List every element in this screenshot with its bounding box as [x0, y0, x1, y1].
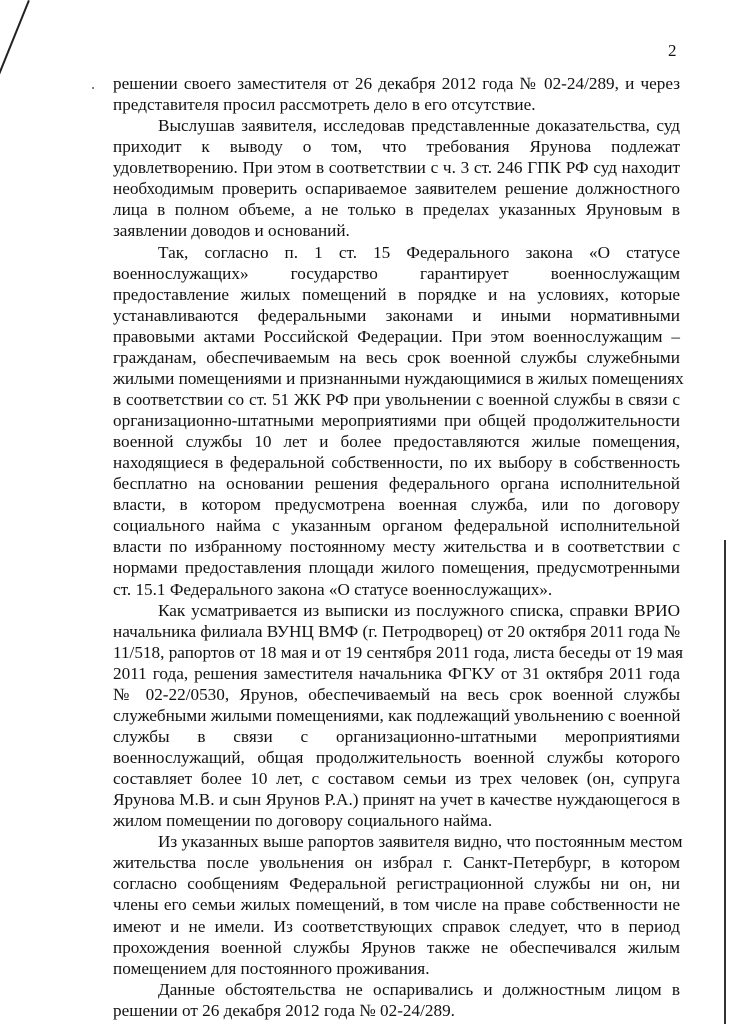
text-line: решении от 26 декабря 2012 года № 02-24/289.	[113, 1000, 455, 1020]
text-line: № 02-22/0530, Ярунов, обеспечиваемый на весь срок военной службы	[113, 684, 680, 704]
text-line: предоставление жилых помещений в порядке и на условиях, которые	[113, 284, 680, 304]
text-line: Выслушав заявителя, исследовав представленные доказательства, суд	[158, 116, 680, 136]
text-line: представителя просил рассмотреть дело в его отсутствие.	[113, 95, 536, 115]
text-line: жилом помещении по договору социального найма.	[113, 811, 493, 831]
paragraph	[113, 600, 684, 832]
text-line: военной службы 10 лет и более предоставляются жилые помещения,	[113, 432, 680, 452]
text-line: прохождения военной службы Ярунов также не обеспечивался жилым	[113, 937, 680, 957]
text-line: организационно-штатными мероприятиями при общей продолжительности	[113, 411, 680, 430]
text-line: власти, в котором предусмотрена военная служба, или по договору	[113, 495, 680, 515]
text-line: лица в полном объеме, а не только в пределах указанных Яруновым в	[113, 200, 680, 220]
text-line: жилыми помещениями и признанными нуждающимися в жилых помещениях	[113, 368, 684, 388]
paragraph	[113, 831, 683, 978]
text-line: в соответствии со ст. 51 ЖК РФ при увольнении с военной службы в связи с	[113, 389, 680, 409]
text-line: Из указанных выше рапортов заявителя видно, что постоянным местом	[158, 832, 683, 852]
text-line: Ярунова М.В. и сын Ярунов Р.А.) принят на учет в качестве нуждающегося в	[113, 790, 680, 810]
text-line: социального найма с указанным органом федеральной исполнительной	[113, 516, 680, 536]
text-line: военнослужащий, общая продолжительность военной службы которого	[113, 748, 680, 767]
text-line: решении своего заместителя от 26 декабря 2012 года № 02-24/289, и через	[113, 74, 680, 93]
paragraph	[113, 242, 684, 600]
text-line: Так, согласно п. 1 ст. 15 Федерального закона «О статусе	[158, 242, 680, 262]
text-line: согласно сообщениям Федеральной регистрационной службы ни он, ни	[113, 874, 680, 894]
text-line: нормами предоставления площади жилого помещения, предусмотренными	[113, 558, 680, 578]
document-body	[113, 73, 684, 1021]
text-line: 2011 года, решения заместителя начальника ФГКУ от 31 октября 2011 года	[113, 663, 680, 683]
text-line: гражданам, обеспечиваемым на весь срок военной службы служебными	[113, 347, 680, 367]
text-line: члены его семьи жилых помещений, в том числе на праве собственности не	[113, 895, 680, 915]
paragraph	[113, 979, 680, 1021]
text-line: ст. 15.1 Федерального закона «О статусе военнослужащих».	[113, 579, 553, 599]
page-number: 2	[668, 41, 677, 60]
text-line: начальника филиала ВУНЦ ВМФ (г. Петродворец) от 20 октября 2011 года №	[113, 621, 681, 641]
scan-margin-mark	[0, 0, 30, 77]
text-line: устанавливаются федеральными законами и иными нормативными	[113, 305, 680, 325]
text-line: необходимым проверить оспариваемое заявителем решение должностного	[113, 179, 680, 199]
scan-page-edge	[724, 540, 726, 1024]
text-line: заявлении доводов и оснований.	[113, 221, 350, 241]
text-line: Как усматривается из выписки из послужного списка, справки ВРИО	[158, 600, 680, 620]
text-line: имеют и не имели. Из соответствующих справок следует, что в период	[113, 916, 680, 936]
text-line: удовлетворению. При этом в соответствии с ч. 3 ст. 246 ГПК РФ суд находит	[113, 158, 680, 178]
text-line: находящиеся в федеральной собственности, по их выбору в собственность	[113, 453, 680, 473]
text-line: 11/518, рапортов от 18 мая и от 19 сентября 2011 года, листа беседы от 19 мая	[113, 642, 684, 662]
text-line: правовыми актами Российской Федерации. При этом военнослужащим –	[113, 326, 680, 346]
text-line: служебными жилыми помещениями, как подлежащий увольнению с военной	[113, 705, 681, 725]
paragraph	[113, 73, 680, 115]
text-line: бесплатно на основании решения федерального органа исполнительной	[113, 474, 680, 494]
text-line: Данные обстоятельства не оспаривались и должностным лицом в	[158, 979, 680, 999]
text-line: власти по избранному постоянному месту жительства и в соответствии с	[113, 537, 680, 557]
text-line: жительства после увольнения он избрал г. Санкт-Петербург, в котором	[113, 853, 680, 873]
text-line: военнослужащих» государство гарантирует военнослужащим	[113, 263, 680, 283]
text-line: составляет более 10 лет, с составом семьи из трех человек (он, супруга	[113, 769, 680, 789]
text-line: приходит к выводу о том, что требования Ярунова подлежат	[113, 137, 680, 157]
text-line: службы в связи с организационно-штатными мероприятиями	[113, 726, 680, 746]
text-line: помещением для постоянного проживания.	[113, 958, 430, 978]
paragraph	[113, 115, 680, 241]
scan-speck	[92, 87, 94, 89]
